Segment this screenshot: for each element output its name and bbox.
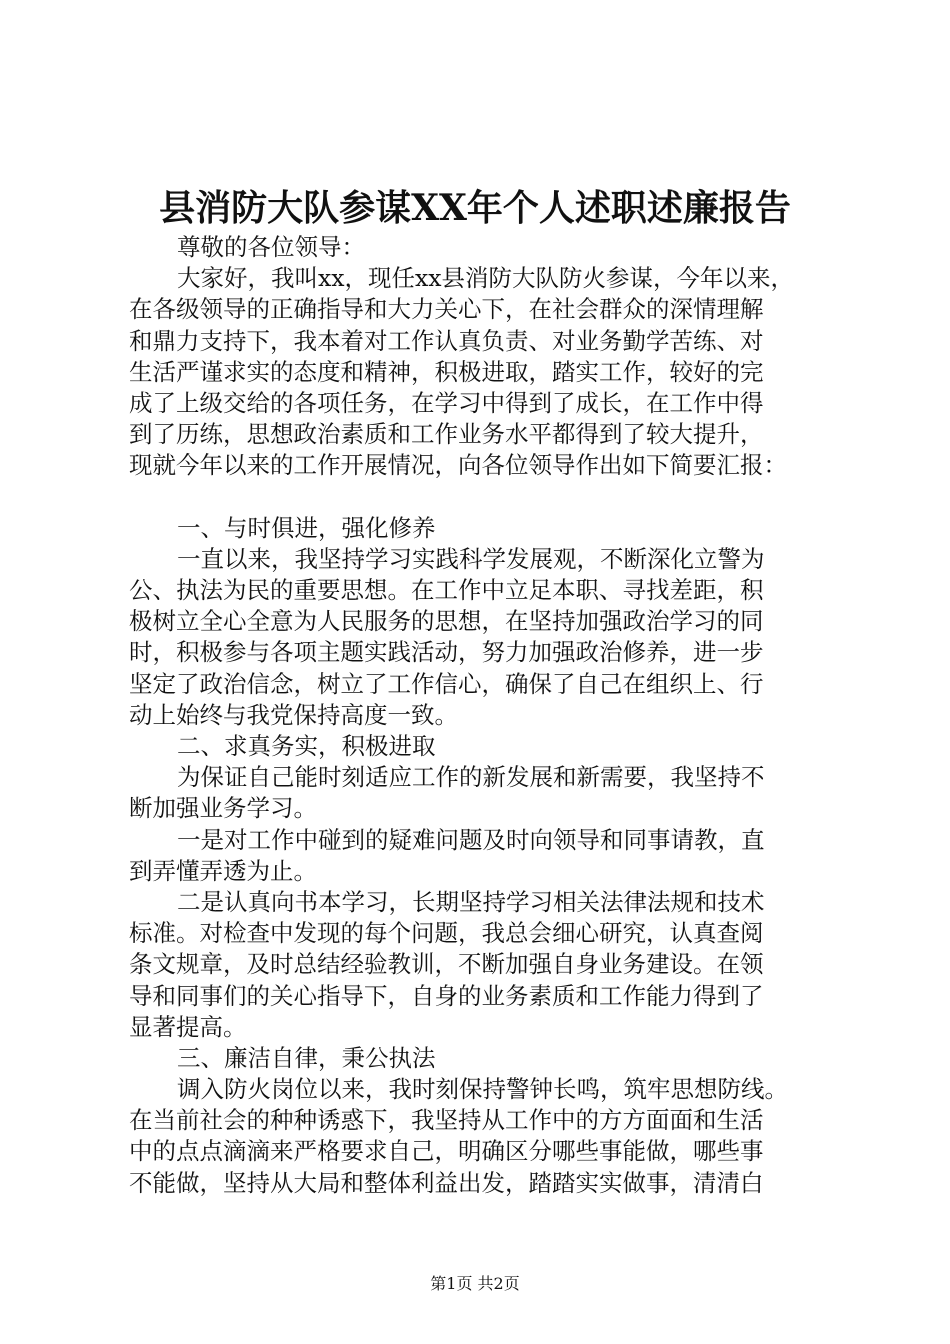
body-line: 显著提高。 [129,1012,247,1041]
body-line: 断加强业务学习。 [129,794,317,823]
body-line: 导和同事们的关心指导下，自身的业务素质和工作能力得到了 [129,981,764,1010]
body-line: 尊敬的各位领导： [177,233,365,261]
body-line: 公、执法为民的重要思想。在工作中立足本职、寻找差距，积 [129,576,764,605]
body-line: 在各级领导的正确指导和大力关心下，在社会群众的深情理解 [129,295,764,324]
body-line: 不能做，坚持从大局和整体利益出发，踏踏实实做事，清清白 [129,1168,764,1197]
body-line: 生活严谨求实的态度和精神，积极进取，踏实工作，较好的完 [129,357,764,386]
body-line: 极树立全心全意为人民服务的思想，在坚持加强政治学习的同 [129,607,764,636]
page-footer: 第1页 共2页 [430,1274,520,1293]
body-line: 标准。对检查中发现的每个问题，我总会细心研究，认真查阅 [129,919,764,948]
body-line: 二、求真务实，积极进取 [177,732,436,760]
body-line: 到弄懂弄透为止。 [129,856,317,885]
body-line: 调入防火岗位以来，我时刻保持警钟长鸣，筑牢思想防线。 [177,1075,788,1104]
body-line: 二是认真向书本学习，长期坚持学习相关法律法规和技术 [177,887,765,916]
body-line: 三、廉洁自律，秉公执法 [177,1043,436,1072]
body-line: 一是对工作中碰到的疑难问题及时向领导和同事请教，直 [177,825,765,854]
body-line: 条文规章，及时总结经验教训，不断加强自身业务建设。在领 [129,950,764,979]
body-line: 一、与时俱进，强化修养 [177,513,436,542]
document-title: 县消防大队参谋XX年个人述职述廉报告 [159,187,791,229]
body-line: 坚定了政治信念，树立了工作信心，确保了自己在组织上、行 [129,669,764,698]
body-line: 大家好，我叫xx，现任xx县消防大队防火参谋，今年以来， [177,264,795,293]
document-body [129,232,859,1199]
body-line: 现就今年以来的工作开展情况，向各位领导作出如下简要汇报： [129,451,787,480]
body-line: 和鼎力支持下，我本着对工作认真负责、对业务勤学苦练、对 [129,326,764,355]
body-line: 动上始终与我党保持高度一致。 [129,700,458,729]
body-line: 成了上级交给的各项任务，在学习中得到了成长，在工作中得 [129,388,764,417]
body-line: 在当前社会的种种诱惑下，我坚持从工作中的方方面面和生活 [129,1106,764,1135]
body-line: 时，积极参与各项主题实践活动，努力加强政治修养，进一步 [129,638,764,667]
body-line: 一直以来，我坚持学习实践科学发展观，不断深化立警为 [177,544,765,573]
body-line: 到了历练，思想政治素质和工作业务水平都得到了较大提升， [129,420,764,449]
body-line: 为保证自己能时刻适应工作的新发展和新需要，我坚持不 [177,763,765,792]
blank-line [129,482,859,513]
body-line: 中的点点滴滴来严格要求自己，明确区分哪些事能做，哪些事 [129,1137,764,1166]
